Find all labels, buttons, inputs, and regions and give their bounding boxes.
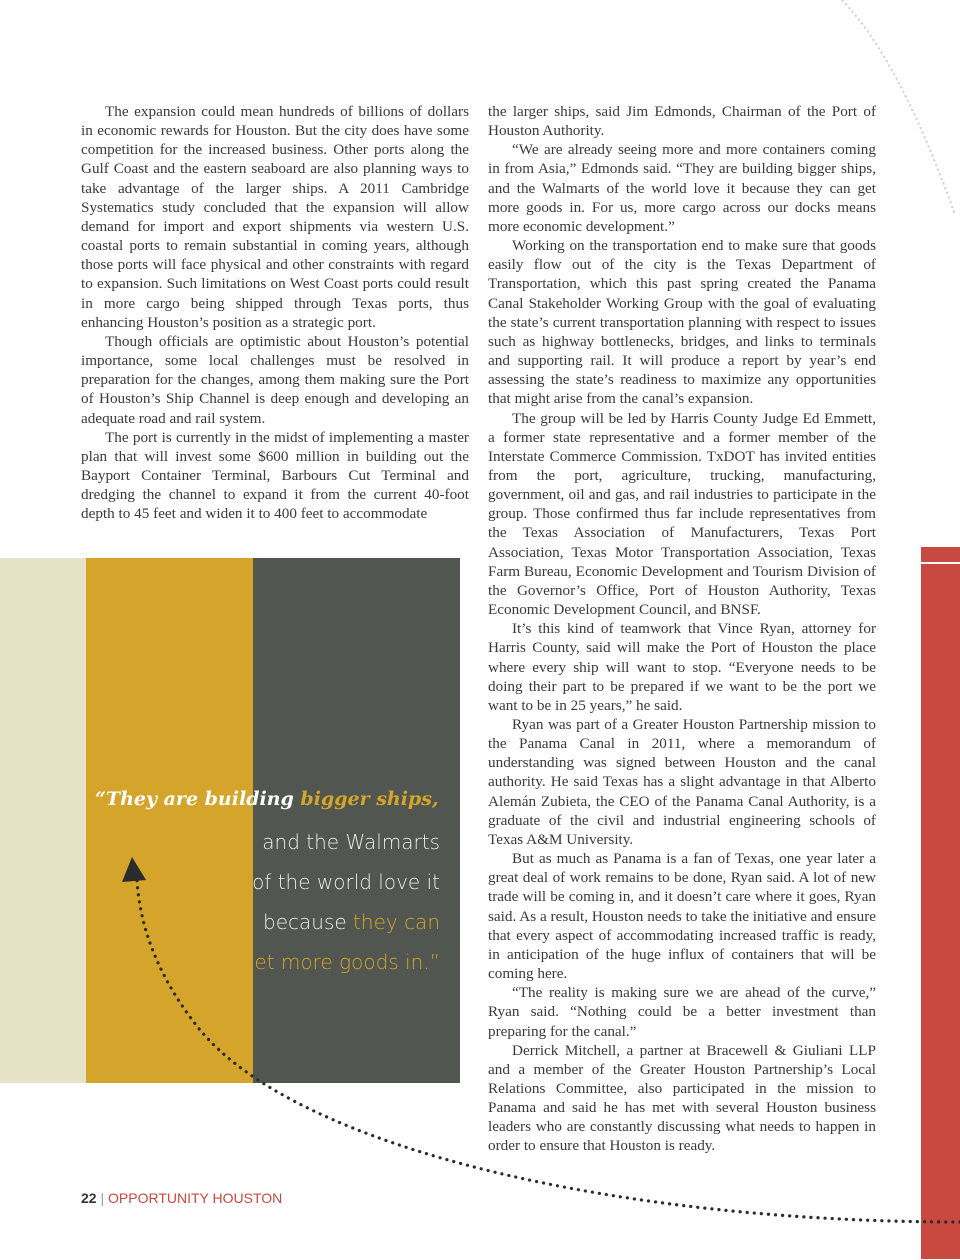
footer-separator: | (100, 1190, 105, 1206)
pull-quote-line-3: of the world love it (252, 870, 440, 894)
paragraph: It’s this kind of teamwork that Vince Ryan, attorney for Harris County, said will make the Port of Houston the place where every ship will want to stop. “Everyone needs to be doing their part to be prepared if we want to be the port we want to be in 25 years,” he said. (488, 620, 876, 714)
publication-name: OPPORTUNITY HOUSTON (108, 1190, 283, 1206)
paragraph: “We are already seeing more and more containers coming in from Asia,” Edmonds said. “They are building bigger ships, and the Walmarts of the world love it because they can get more goods in. For us, more cargo across our docks means more economic development.” (488, 141, 876, 235)
page-footer (81, 1190, 282, 1206)
page-number: 22 (81, 1190, 97, 1206)
pull-quote-line-5: get more goods in.” (242, 950, 440, 974)
paragraph: The expansion could mean hundreds of billions of dollars in economic rewards for Houston. But the city does have some competition for the increased business. Other ports along the Gulf Coast and the eastern seaboard are also planning ways to take advantage of the larger ships. A 2011 Cambridge Systematics study concluded that the expansion will allow demand for import and export shipments via western U.S. coastal ports to remain substantial in coming years, although those ports will face physical and other constraints with regard to expansion. Such limitations on West Coast ports could result in more cargo being shipped through Texas ports, thus enhancing Houston’s position as a strategic port. (81, 103, 469, 331)
pull-quote-line-2: and the Walmarts (262, 830, 440, 854)
left-text-column (81, 102, 469, 523)
red-bar-divider (921, 562, 960, 564)
paragraph: Ryan was part of a Greater Houston Partnership mission to the Panama Canal in 2011, where a memorandum of understanding was signed between Houston and the canal authority. He said Texas has a slight advantage in that Alberto Alemán Zubieta, the CEO of the Panama Canal Authority, is a graduate of the civil and industrial engineering schools of Texas A&M University. (488, 716, 876, 848)
paragraph: Working on the transportation end to make sure that goods easily flow out of the city is the Texas Department of Transportation, which this past spring created the Panama Canal Stakeholder Working Group with the goal of evaluating the state’s current transportation planning with respect to issues such as highway bottlenecks, bridges, and links to terminals and supporting rail. It will produce a report by year’s end assessing the state’s readiness to maximize any opportunities that might arise from the canal’s expansion. (488, 237, 876, 408)
paragraph: the larger ships, said Jim Edmonds, Chairman of the Port of Houston Authority. (488, 103, 876, 140)
paragraph: “The reality is making sure we are ahead of the curve,” Ryan said. “Nothing could be a better investment than preparing for the canal.” (488, 984, 876, 1040)
paragraph: The group will be led by Harris County Judge Ed Emmett, a former state representative and a former member of the Interstate Commerce Commission. TxDOT has invited entities from the port, agriculture, trucking, manufacturing, government, oil and gas, and rail industries to participate in the group. Those confirmed thus far include representatives from the Texas Association of Manufacturers, Texas Port Association, Texas Motor Transportation Association, Texas Farm Bureau, Economic Development and Tourism Division of the Governor’s Office, Port of Houston Authority, Texas Economic Development Council, and BNSF. (488, 409, 876, 619)
right-text-column (488, 102, 876, 1156)
paragraph: Derrick Mitchell, a partner at Bracewell & Giuliani LLP and a member of the Greater Houston Partnership’s Local Relations Committee, also participated in the mission to Panama and said he has met with several Houston business leaders who are constantly discussing what needs to happen in order to ensure that Houston is ready. (488, 1041, 876, 1155)
pull-quote-highlight: bigger ships, (300, 788, 439, 810)
charcoal-panel (253, 558, 460, 1083)
red-side-bar (921, 547, 960, 1259)
paragraph: The port is currently in the midst of implementing a master plan that will invest some $600 million in building out the Bayport Container Terminal, Barbours Cut Terminal and dredging the channel to expand it from the current 40-foot depth to 45 feet and widen it to 400 feet to accommodate (81, 428, 469, 523)
pull-quote-text: “They are building (95, 788, 301, 810)
gold-panel (86, 558, 253, 1083)
paragraph: Though officials are optimistic about Houston’s potential importance, some local challenges must be resolved in preparation for the changes, among them making sure the Port of Houston’s Ship Channel is deep enough and developing an adequate road and rail system. (81, 332, 469, 427)
pull-quote-line-4 (140, 910, 440, 934)
pull-quote-line-1 (95, 788, 455, 810)
pull-quote-text: because (263, 910, 354, 934)
pull-quote-highlight: they can (353, 910, 440, 934)
cream-panel (0, 558, 86, 1083)
paragraph: But as much as Panama is a fan of Texas, one year later a great deal of work remains to be done, Ryan said. A lot of new trade will be coming in, and it doesn’t care where it goes, Ryan said. As a result, Houston needs to take the initiative and ensure that every aspect of accommodating increased traffic is ready, in anticipation of the huge influx of containers that will be coming here. (488, 850, 876, 983)
